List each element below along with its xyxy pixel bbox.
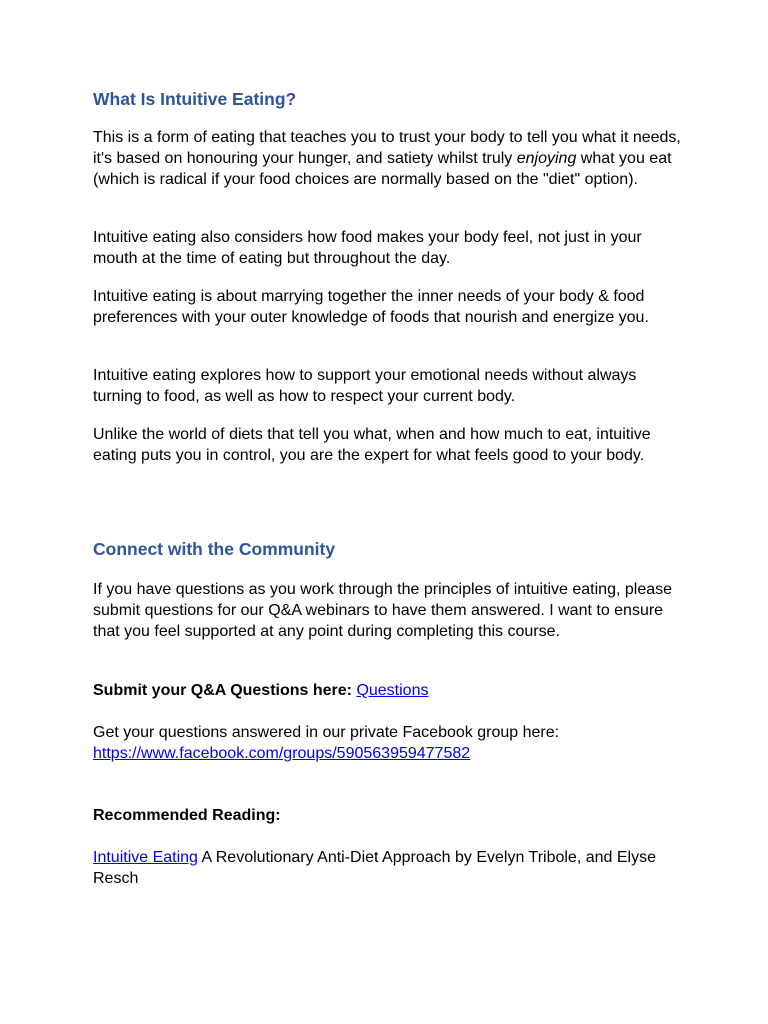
paragraph-definition-text-end: what you eat (which is radical if your food choices are normally based on the "diet" option). xyxy=(93,150,672,188)
facebook-group-line xyxy=(93,722,683,764)
paragraph-body-feel: Intuitive eating also considers how food makes your body feel, not just in your mouth at the time of eating but throughout the day. xyxy=(93,229,642,267)
paragraph-inner-needs: Intuitive eating is about marrying together the inner needs of your body & food preferences with your outer knowledge of foods that nourish and energize you. xyxy=(93,288,649,326)
questions-link[interactable]: Questions xyxy=(356,682,429,699)
facebook-group-text: Get your questions answered in our private Facebook group here: xyxy=(93,724,560,741)
paragraph-definition-text-start: This is a form of eating that teaches you to trust your body to tell you what it needs, it's based on honouring your hunger, and satiety whilst truly xyxy=(93,129,681,167)
facebook-group-link[interactable]: https://www.facebook.com/groups/590563959477582 xyxy=(93,745,471,762)
recommended-reading-label: Recommended Reading: xyxy=(93,807,281,824)
heading-connect-community: Connect with the Community xyxy=(93,539,336,559)
book-description: A Revolutionary Anti-Diet Approach by Evelyn Tribole, and Elyse Resch xyxy=(93,849,656,887)
intuitive-eating-book-link[interactable]: Intuitive Eating xyxy=(93,849,198,866)
paragraph-emotional-needs: Intuitive eating explores how to support your emotional needs without always turning to food, as well as how to respect your current body. xyxy=(93,367,637,405)
paragraph-questions-intro: If you have questions as you work through the principles of intuitive eating, please submit questions for our Q&A webinars to have them answered. I want to ensure that you feel supported at any point during completing this course. xyxy=(93,581,673,640)
heading-what-is-intuitive-eating: What Is Intuitive Eating? xyxy=(93,89,297,109)
paragraph-definition xyxy=(93,127,683,190)
recommended-book-line xyxy=(93,847,683,889)
submit-questions-label: Submit your Q&A Questions here: xyxy=(93,682,357,699)
paragraph-diets: Unlike the world of diets that tell you what, when and how much to eat, intuitive eating puts you in control, you are the expert for what feels good to your body. xyxy=(93,426,651,464)
submit-questions-line xyxy=(93,680,683,701)
emphasis-enjoying: enjoying xyxy=(516,150,577,167)
